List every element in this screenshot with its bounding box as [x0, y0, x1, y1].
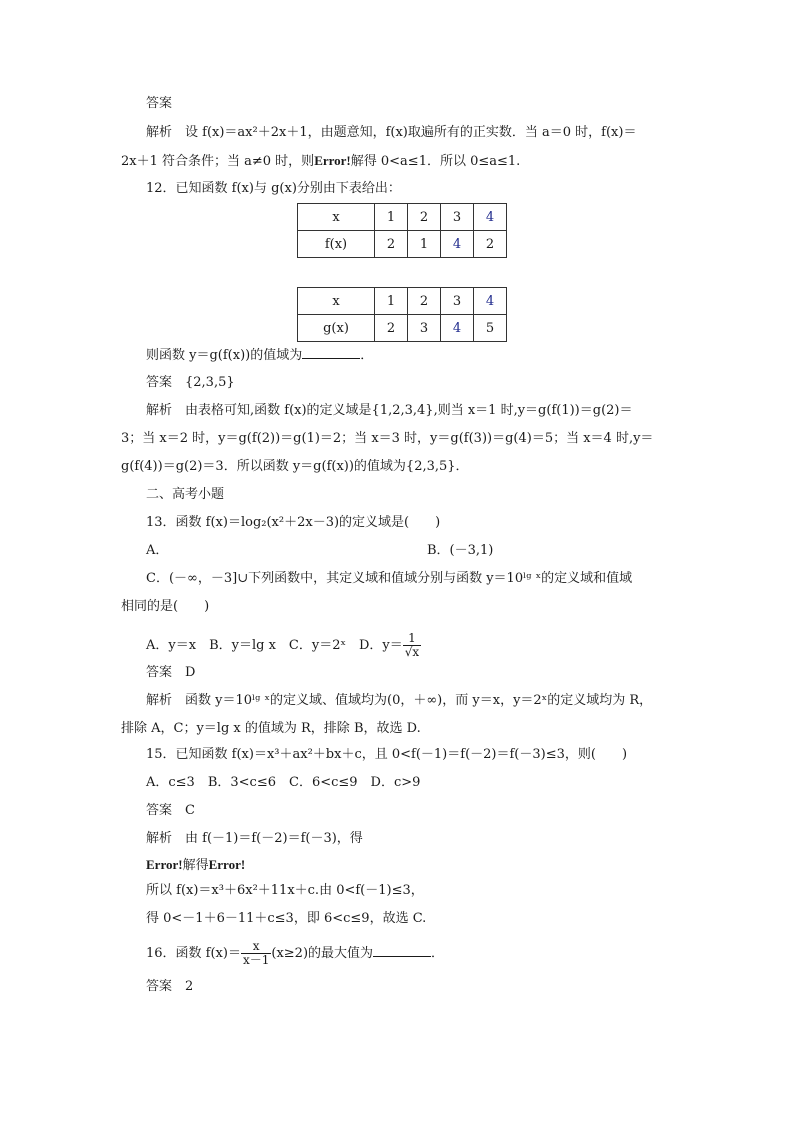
table-cell: 1 [375, 288, 408, 315]
answer-line: 答案 D [146, 665, 196, 680]
table-f [297, 203, 507, 258]
option-b: B．(－3,1) [427, 543, 494, 558]
analysis-line: g(f(4))＝g(2)＝3．所以函数 y＝g(f(x))的值域为{2,3,5}． [121, 459, 469, 474]
options-line: A．y＝x B．y＝lg x C．y＝2ˣ D．y＝ $\frac{1}{√x}$ [146, 631, 420, 659]
table-cell: 4 [441, 315, 474, 342]
error-text: Error! [314, 153, 351, 168]
question-15: 15．已知函数 f(x)＝x³＋ax²＋bx＋c，且 0<f(－1)＝f(－2)＝f(－3)≤3，则( ) [146, 747, 628, 762]
table-cell: 2 [408, 288, 441, 315]
error-line: Error!解得Error! [146, 857, 246, 873]
question-13: 13．函数 f(x)＝log₂(x²＋2x－3)的定义域是( ) [146, 515, 441, 530]
table-cell: 3 [408, 315, 441, 342]
table-header-cell: f(x) [298, 231, 375, 258]
section-heading: 二、高考小题 [146, 487, 225, 502]
analysis-line: 所以 f(x)＝x³＋6x²＋11x＋c.由 0<f(－1)≤3， [146, 883, 424, 898]
table-cell: 4 [474, 204, 507, 231]
question-line: 则函数 y＝g(f(x))的值域为 ． [146, 348, 374, 363]
fraction: $\frac{x}{x-1}$ [242, 939, 270, 967]
analysis-line: 解析 函数 y＝10ˡᵍ ˣ的定义域、值域均为(0，＋∞)，而 y＝x，y＝2ˣ的定义域均为 R， [146, 693, 653, 708]
table-row [298, 315, 507, 342]
analysis-line: 解析 设 f(x)＝ax²＋2x＋1，由题意知，f(x)取遍所有的正实数．当 a＝0 时，f(x)＝ [146, 125, 637, 140]
table-g [297, 287, 507, 342]
answer-blank [373, 944, 431, 957]
answer-label: 答案 [146, 96, 173, 111]
table-cell: 4 [441, 231, 474, 258]
table-cell: 3 [441, 204, 474, 231]
answer-line: 答案 2 [146, 979, 194, 994]
table-row [298, 288, 507, 315]
table-cell: 3 [441, 288, 474, 315]
table-header-cell: x [298, 288, 375, 315]
table-cell: 2 [375, 315, 408, 342]
table-cell: 4 [474, 288, 507, 315]
table-cell: 2 [375, 231, 408, 258]
analysis-line: 排除 A，C；y＝lg x 的值域为 R，排除 B，故选 D. [121, 721, 421, 736]
fraction: $\frac{1}{√x}$ [404, 631, 420, 659]
options-line: A．c≤3 B．3<c≤6 C．6<c≤9 D．c>9 [146, 775, 421, 790]
answer-line: 答案 {2,3,5} [146, 375, 235, 390]
analysis-line: 得 0<－1＋6－11＋c≤3，即 6<c≤9，故选 C. [146, 911, 427, 926]
table-row [298, 231, 507, 258]
table-header-cell: x [298, 204, 375, 231]
table-cell: 5 [474, 315, 507, 342]
analysis-line: 解析 由 f(－1)＝f(－2)＝f(－3)，得 [146, 831, 363, 846]
question-16: 16．函数 f(x)＝ $\frac{x}{x-1}$ (x≥2)的最大值为 ． [146, 939, 445, 967]
analysis-line: 3；当 x＝2 时，y＝g(f(2))＝g(1)＝2；当 x＝3 时，y＝g(f(3))＝g(4)＝5；当 x＝4 时,y＝ [121, 431, 654, 446]
answer-line: 答案 C [146, 803, 195, 818]
question-line: C．(－∞，－3]∪下列函数中，其定义域和值域分别与函数 y＝10ˡᵍ ˣ的定义域和值域 [146, 571, 633, 586]
table-cell: 1 [408, 231, 441, 258]
table-cell: 1 [375, 204, 408, 231]
question-12: 12．已知函数 f(x)与 g(x)分别由下表给出： [146, 181, 401, 196]
option-a: A． [146, 543, 169, 558]
analysis-line: 2x＋1 符合条件；当 a≠0 时，则Error!解得 0<a≤1．所以 0≤a≤1. [121, 153, 521, 169]
table-row [298, 204, 507, 231]
table-header-cell: g(x) [298, 315, 375, 342]
answer-blank [302, 346, 360, 359]
error-text: Error! [208, 857, 246, 872]
table-cell: 2 [408, 204, 441, 231]
table-cell: 2 [474, 231, 507, 258]
analysis-line: 解析 由表格可知,函数 f(x)的定义域是{1,2,3,4},则当 x＝1 时,y＝g(f(1))＝g(2)＝ [146, 403, 633, 418]
question-line: 相同的是( ) [121, 599, 210, 614]
error-text: Error! [146, 857, 183, 872]
